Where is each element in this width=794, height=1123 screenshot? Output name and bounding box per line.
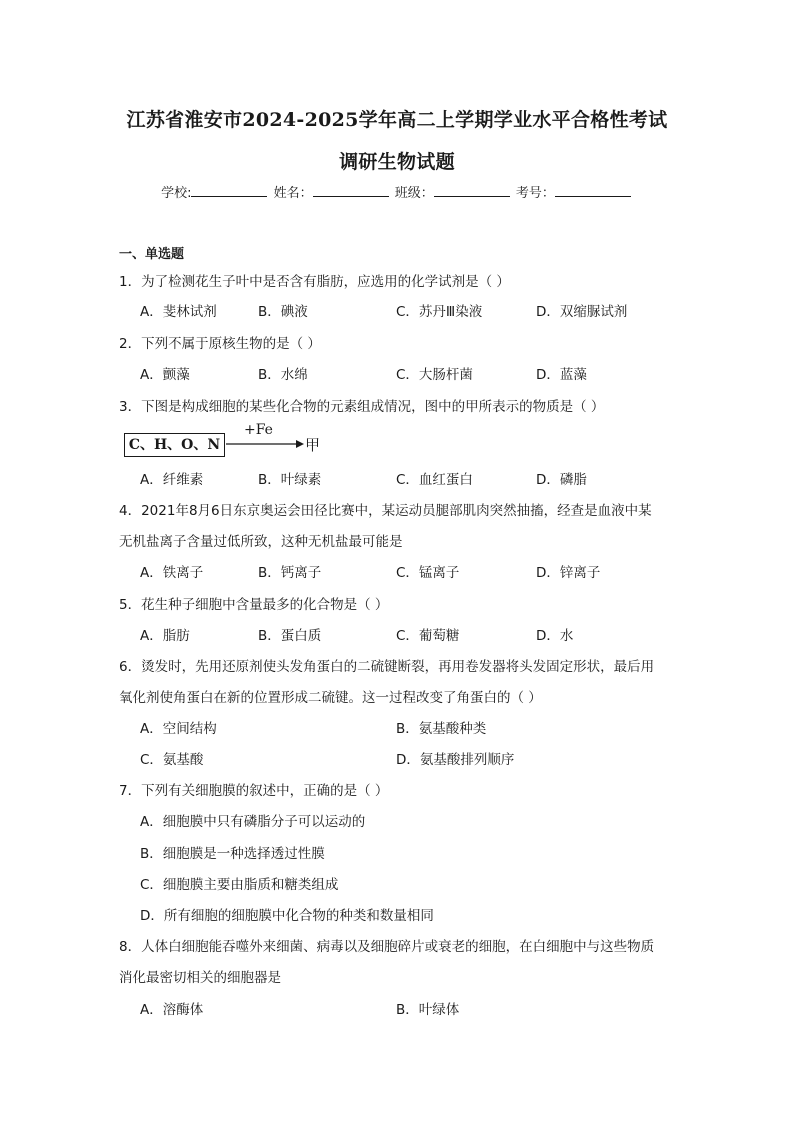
question-5-stem: 5．花生种子细胞中含量最多的化合物是（ ） xyxy=(119,597,389,613)
question-5-option-c[interactable]: C．葡萄糖 xyxy=(396,628,460,644)
class-label: 班级： xyxy=(394,186,434,201)
question-7-stem: 7．下列有关细胞膜的叙述中，正确的是（ ） xyxy=(119,783,389,799)
question-7-option-d[interactable]: D．所有细胞的细胞膜中化合物的种类和数量相同 xyxy=(140,908,434,924)
question-7-option-c[interactable]: C．细胞膜主要由脂质和糖类组成 xyxy=(140,877,339,893)
question-2-stem: 2．下列不属于原核生物的是（ ） xyxy=(119,336,321,352)
elements-box: C、H、O、N xyxy=(124,433,225,457)
question-4-option-d[interactable]: D．锌离子 xyxy=(536,565,601,581)
question-1-option-d[interactable]: D．双缩脲试剂 xyxy=(536,304,628,320)
question-7-option-a[interactable]: A．细胞膜中只有磷脂分子可以运动的 xyxy=(140,814,366,830)
question-6-option-d[interactable]: D．氨基酸排列顺序 xyxy=(396,752,515,768)
class-blank[interactable] xyxy=(434,184,510,197)
school-blank[interactable] xyxy=(191,184,267,197)
question-2-option-d[interactable]: D．蓝藻 xyxy=(536,367,587,383)
question-4-option-b[interactable]: B．钙离子 xyxy=(258,565,322,581)
question-5-option-a[interactable]: A．脂肪 xyxy=(140,628,190,644)
question-1-option-c[interactable]: C．苏丹Ⅲ染液 xyxy=(396,304,483,320)
question-7-option-b[interactable]: B．细胞膜是一种选择透过性膜 xyxy=(140,846,325,862)
question-6-option-a[interactable]: A．空间结构 xyxy=(140,721,217,737)
exam-title-line1: 江苏省淮安市2024-2025学年高二上学期学业水平合格性考试 xyxy=(126,109,668,131)
student-info-row xyxy=(0,182,794,201)
school-label: 学校: xyxy=(161,186,192,201)
question-3-option-b[interactable]: B．叶绿素 xyxy=(258,472,322,488)
question-3-stem: 3．下图是构成细胞的某些化合物的元素组成情况，图中的甲所表示的物质是（ ） xyxy=(119,399,605,415)
question-4-stem-line1: 4．2021年8月6日东京奥运会田径比赛中，某运动员腿部肌肉突然抽搐，经查是血液中某 xyxy=(119,503,652,519)
question-5-option-b[interactable]: B．蛋白质 xyxy=(258,628,322,644)
question-8-option-b[interactable]: B．叶绿体 xyxy=(396,1002,460,1018)
question-8-option-a[interactable]: A．溶酶体 xyxy=(140,1002,204,1018)
exam-number-label: 考号： xyxy=(515,186,555,201)
arrow-label: +Fe xyxy=(244,422,273,438)
section-heading: 一、单选题 xyxy=(119,247,185,262)
exam-number-blank[interactable] xyxy=(555,184,631,197)
question-2-option-c[interactable]: C．大肠杆菌 xyxy=(396,367,473,383)
name-label: 姓名： xyxy=(273,186,313,201)
question-5-option-d[interactable]: D．水 xyxy=(536,628,574,644)
question-4-option-a[interactable]: A．铁离子 xyxy=(140,565,204,581)
question-4-option-c[interactable]: C．锰离子 xyxy=(396,565,460,581)
question-6-stem-line1: 6．烫发时，先用还原剂使头发角蛋白的二硫键断裂，再用卷发器将头发固定形状，最后用 xyxy=(119,659,655,675)
question-6-option-b[interactable]: B．氨基酸种类 xyxy=(396,721,487,737)
question-6-option-c[interactable]: C．氨基酸 xyxy=(140,752,204,768)
question-1-option-a[interactable]: A．斐林试剂 xyxy=(140,304,217,320)
question-8-stem-line1: 8．人体白细胞能吞噬外来细菌、病毒以及细胞碎片或衰老的细胞，在白细胞中与这些物质 xyxy=(119,939,655,955)
question-2-option-a[interactable]: A．颤藻 xyxy=(140,367,190,383)
question-6-stem-line2: 氧化剂使角蛋白在新的位置形成二硫键。这一过程改变了角蛋白的（ ） xyxy=(119,690,542,706)
question-2-option-b[interactable]: B．水绵 xyxy=(258,367,308,383)
question-1-option-b[interactable]: B．碘液 xyxy=(258,304,308,320)
question-4-stem-line2: 无机盐离子含量过低所致，这种无机盐最可能是 xyxy=(119,534,403,550)
arrow-icon xyxy=(226,439,304,449)
question-1-stem: 1．为了检测花生子叶中是否含有脂肪，应选用的化学试剂是（ ） xyxy=(119,274,510,290)
question-3-option-c[interactable]: C．血红蛋白 xyxy=(396,472,473,488)
question-3-option-d[interactable]: D．磷脂 xyxy=(536,472,587,488)
product-label: 甲 xyxy=(305,436,321,454)
name-blank[interactable] xyxy=(313,184,389,197)
element-composition-diagram xyxy=(124,422,344,461)
question-3-option-a[interactable]: A．纤维素 xyxy=(140,472,204,488)
question-8-stem-line2: 消化最密切相关的细胞器是 xyxy=(119,970,281,986)
exam-title-line2: 调研生物试题 xyxy=(339,151,455,173)
